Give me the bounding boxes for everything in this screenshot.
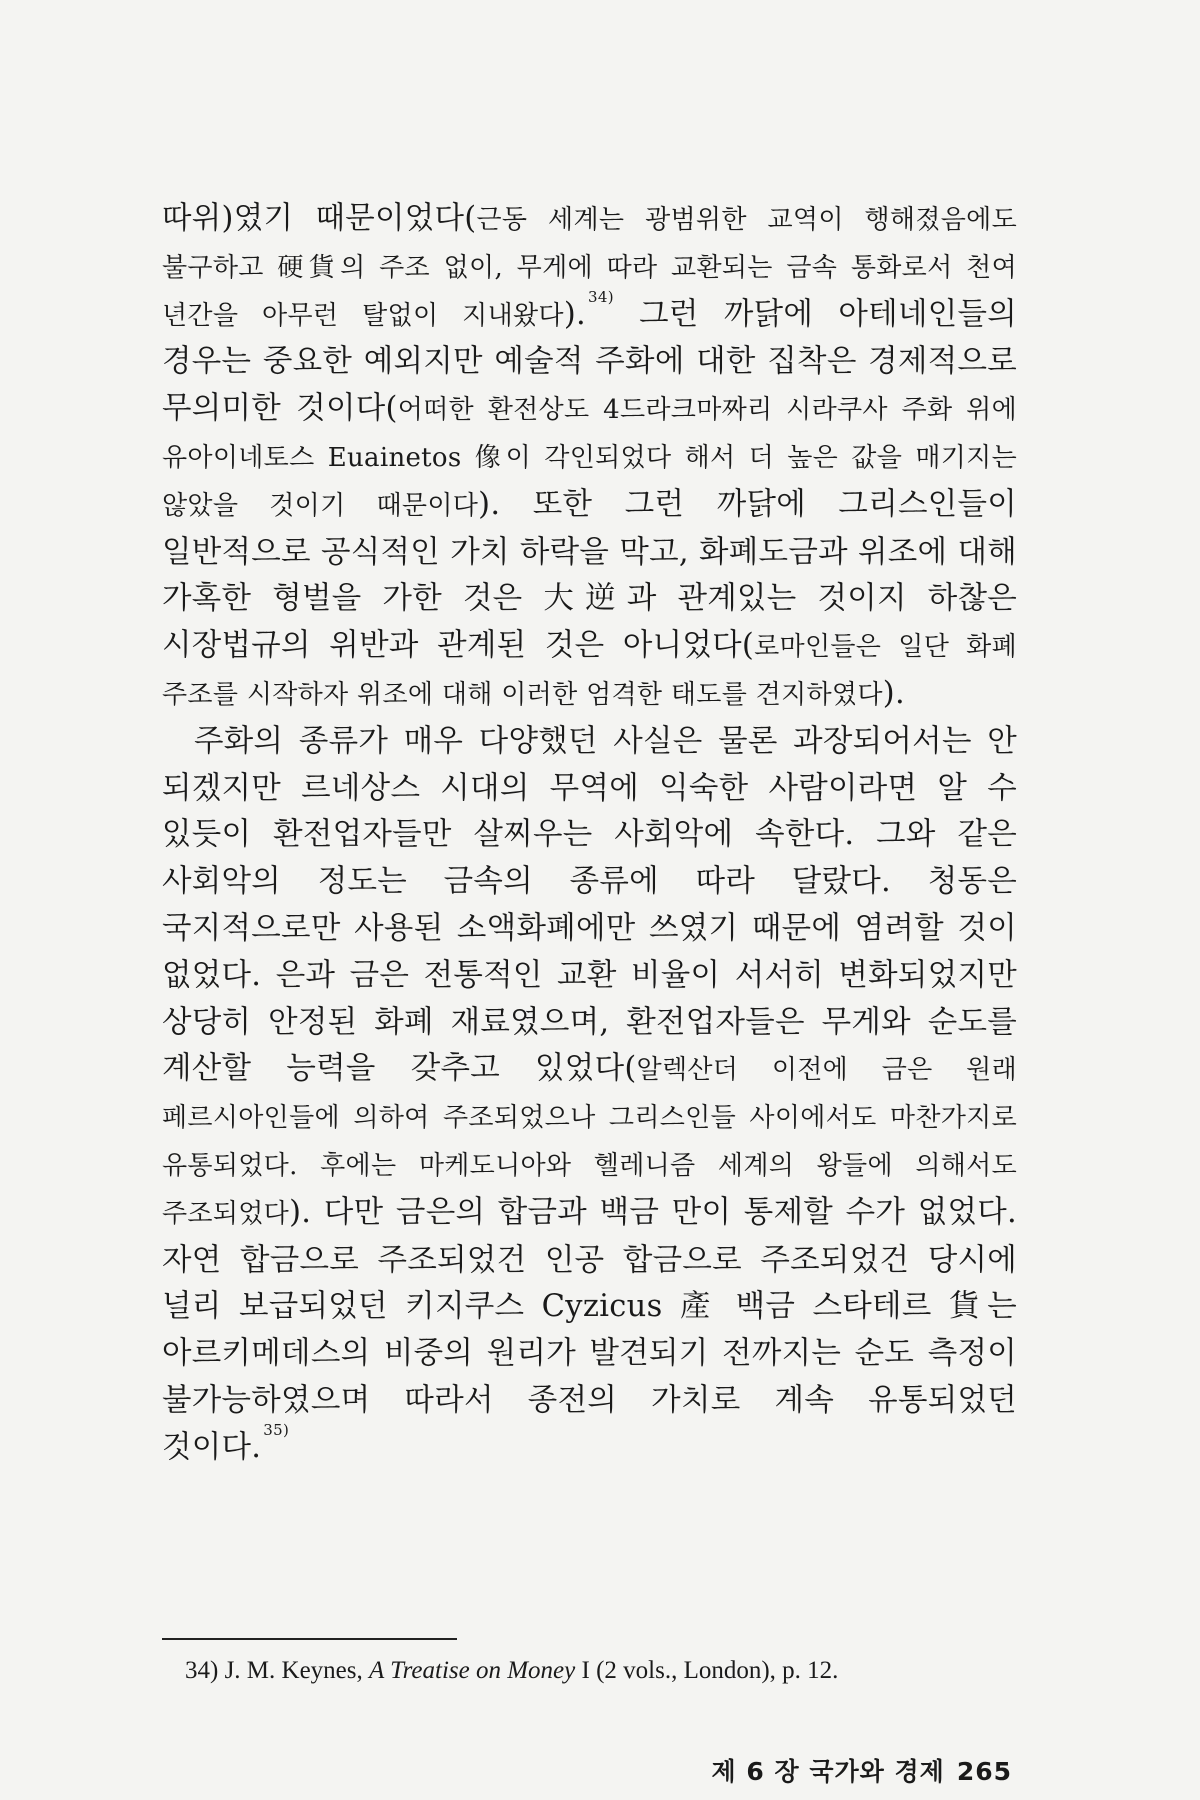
- parenthetical-note: 로마인들은 일단 화폐 주조를 시작하자 위조에 대해 이러한 엄격한 태도를 견지하였다: [162, 632, 1018, 710]
- footnote-author: J. M. Keynes,: [224, 1657, 363, 1684]
- text-segment: 그런 까닭에 아테네인들의 경우는 중요한 예외지만 예술적 주화에 대한 집착은 경제적으로 무의미한 것이다(: [162, 296, 1017, 427]
- footnote-divider: [162, 1638, 457, 1640]
- parenthetical-note: 알렉산더 이전에 금은 원래 페르시아인들에 의하여 주조되었으나 그리스인들 사이에서도 마찬가지로 유통되었다. 후에는 마케도니아와 헬레니즘 세계의 왕들에 의해서도 주조되었다: [162, 1055, 1017, 1229]
- page-number: 265: [956, 1757, 1012, 1786]
- text-segment: ). 다만 금은의 합금과 백금 만이 통제할 수가 없었다. 자연 합금으로 주조되었건 인공 합금으로 주조되었건 당시에 널리 보급되었던 키지쿠스 Cyzicus 產 백금 스타테르 貨는 아르키메데스의 비중의 원리가 발견되기 전까지는 순도 측정이 불가능하였으며 따라서 종전의 가치로 계속 유통되었던 것이다.: [162, 1194, 1017, 1465]
- footnote-marker: 35): [263, 1420, 290, 1439]
- parenthetical-note: 어떠한 환전상도 4드라크마짜리 시라쿠사 주화 위에 유아이네토스 Euainetos 像이 각인되었다 해서 더 높은 값을 매기지는 않았을 것이기 때문이다: [162, 395, 1017, 521]
- footnote-number: 34): [185, 1657, 219, 1684]
- text-segment: 따위)였기 때문이었다(: [162, 201, 477, 236]
- paragraph-2: [162, 719, 1017, 1472]
- running-footer: [712, 1752, 1012, 1788]
- body-text: [162, 196, 1017, 1472]
- footnote-marker: 34): [588, 287, 614, 306]
- text-segment: ). 또한 그런 까닭에 그리스인들이 일반적으로 공식적인 가치 하락을 막고, 화폐도금과 위조에 대해 가혹한 형벌을 가한 것은 大逆과 관계있는 것이지 하찮은 시장법규의 위반과 관계된 것은 아니었다(: [162, 486, 1018, 664]
- text-segment: ).: [882, 675, 905, 711]
- footnote-details: I (2 vols., London), p. 12.: [581, 1657, 839, 1684]
- text-segment: 주화의 종류가 매우 다양했던 사실은 물론 과장되어서는 안 되겠지만 르네상스 시대의 무역에 익숙한 사람이라면 알 수 있듯이 환전업자들만 살찌우는 사회악에 속한다. 그와 같은 사회악의 정도는 금속의 종류에 따라 달랐다. 청동은 국지적으로만 사용된 소액화폐에만 쓰였기 때문에 염려할 것이 없었다. 은과 금은 전통적인 교환 비율이 서서히 변화되었지만 상당히 안정된 화폐 재료였으며, 환전업자들은 무게와 순도를 계산할 능력을 갖추고 있었다(: [162, 723, 1017, 1087]
- text-segment: ).: [563, 296, 587, 332]
- parenthetical-note: 근동 세계는 광범위한 교역이 행해졌음에도 불구하고 硬貨의 주조 없이, 무게에 따라 교환되는 금속 통화로서 천여 년간을 아무런 탈없이 지내왔다: [162, 205, 1018, 331]
- chapter-title: 제 6 장 국가와 경제: [711, 1757, 945, 1786]
- footnote-title: A Treatise on Money: [369, 1657, 576, 1684]
- paragraph-1: [162, 196, 1017, 719]
- footnote: [185, 1656, 838, 1686]
